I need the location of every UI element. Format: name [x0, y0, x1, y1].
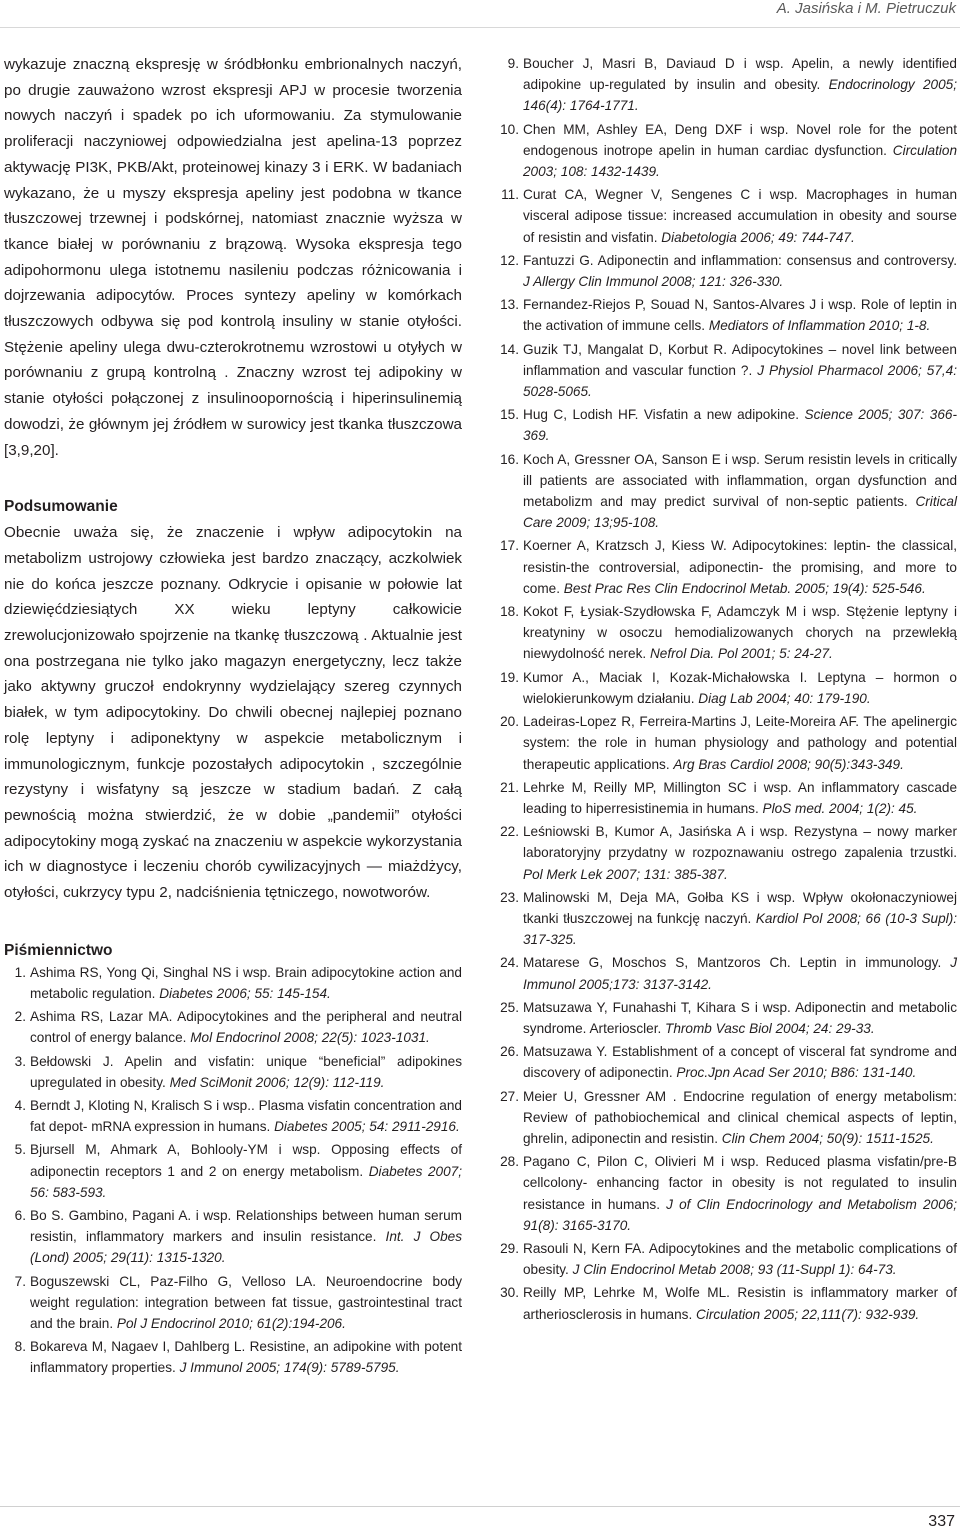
- reference-text: Ashima RS, Yong Qi, Singhal NS i wsp. Brain adipocytokine action and metabolic regulation.: [30, 964, 462, 1001]
- reference-journal: Diabetologia 2006; 49: 744-747.: [661, 229, 855, 245]
- reference-number: 13.: [500, 297, 519, 313]
- reference-journal: Proc.Jpn Acad Ser 2010; B86: 131-140.: [676, 1065, 917, 1081]
- reference-journal: Best Prac Res Clin Endocrinol Metab. 2005; 19(4): 525-546.: [563, 580, 926, 596]
- reference-number: 28.: [500, 1154, 519, 1170]
- reference-journal: Science 2005; 307: 366-369.: [523, 407, 958, 444]
- reference-number: 30.: [500, 1285, 519, 1301]
- reference-journal: Thromb Vasc Biol 2004; 24: 29-33.: [665, 1020, 875, 1036]
- reference-number: 2.: [14, 1009, 26, 1025]
- reference-number: 26.: [500, 1044, 519, 1060]
- reference-journal: Endocrinology 2005; 146(4): 1764-1771.: [523, 77, 957, 114]
- reference-journal: J Allergy Clin Immunol 2008; 121: 326-330.: [523, 274, 784, 290]
- reference-item: [497, 53, 957, 117]
- reference-item: [497, 777, 957, 819]
- reference-list-right: [497, 53, 957, 1325]
- summary-paragraph: Obecnie uważa się, że znaczenie i wpływ adipocytokin na metabolizm ustrojowy człowieka jest bardzo znaczący, aczkolwiek nie do końca jeszcze poznany. Odkrycie i opisanie w połowie lat dziewięćdziesiątych XX wieku leptyny całkowicie zrewolucjonizowało spojrzenie na tkankę tłuszczową . Aktualnie jest ona postrzegana nie tylko jako magazyn energetyczny, lecz także jako aktywny gruczoł endokrynny wydzielający szereg czynnych białek, w tym adipocytokiny. Do chwili obecnej najlepiej poznano rolę leptyny i adiponektyny w aspekcie metabolicznym i immunologicznym, funkcje pozostałych adipocytokin , szczególnie rezystyny i wisfatyny są jeszcze w stadium badań. Z całą pewnością można stwierdzić, że w dobie „pandemii” otyłości adipocytokiny mogą zyskać na znaczeniu w aspekcie wykorzystania ich w diagnostyce i leczeniu chorób cywilizacyjnych — miażdżycy, otyłości, cukrzycy typu 2, nadciśnienia tętniczego, nowotworów.: [4, 524, 462, 902]
- reference-text: Matsuzawa Y, Funahashi T, Kihara S i wsp. Adiponectin and metabolic syndrome. Arterioscler.: [523, 999, 957, 1036]
- reference-text: Matarese G, Moschos S, Mantzoros Ch. Leptin in immunology.: [523, 955, 951, 971]
- reference-number: 6.: [14, 1208, 26, 1224]
- header-bar: [0, 0, 960, 28]
- reference-number: 21.: [500, 779, 519, 795]
- reference-journal: Kardiol Pol 2008; 66 (10-3 Supl): 317-325.: [523, 910, 958, 948]
- page-number: 337: [928, 1513, 955, 1530]
- summary-heading: Podsumowanie: [4, 498, 118, 516]
- footer-rule: [0, 1506, 960, 1507]
- reference-number: 24.: [500, 955, 519, 971]
- reference-journal: J Clin Endocrinol Metab 2008; 93 (11-Suppl 1): 64-73.: [572, 1262, 897, 1278]
- reference-item: [4, 1205, 462, 1269]
- reference-item: [497, 1282, 957, 1324]
- reference-number: 10.: [500, 121, 519, 137]
- reference-text: Kokot F, Łysiak-Szydłowska F, Adamczyk M i wsp. Stężenie leptyny i kreatyniny w osoczu hemodializowanych chorych na przewlekłą niewydolność nerek.: [523, 604, 957, 662]
- reference-text: Hug C, Lodish HF. Visfatin a new adipokine.: [523, 407, 805, 423]
- reference-text: Boucher J, Masri B, Daviaud D i wsp. Apelin, a newly identified adipokine up-regulated by insulin and obesity.: [523, 56, 957, 93]
- reference-item: [4, 1271, 462, 1335]
- reference-text: Pagano C, Pilon C, Olivieri M i wsp. Reduced plasma visfatin/pre-B cellcolony- enhancing factor in obesity is not regulated to insulin resistance in humans.: [523, 1154, 957, 1212]
- reference-list-left: [4, 962, 462, 1379]
- references-heading: Piśmiennictwo: [4, 941, 113, 959]
- reference-number: 29.: [500, 1240, 519, 1256]
- reference-number: 25.: [500, 999, 519, 1015]
- body-paragraph: wykazuje znaczną ekspresję w śródbłonku embrionalnych naczyń, po drugie zauważono wzrost ekspresji APJ w procesie tworzenia nowych naczyń i spadek po ich uformowaniu. Za stymulowanie proliferacji naczyniowej odpowiedzialna jest apelina-13 poprzez aktywację PI3K, PKB/Akt, proteinowej kinazy 3 i ERK. W badaniach wykazano, że u myszy ekspresja apeliny jest podobna w tkance tłuszczowej trzewnej i podskórnej, natomiast znacznie wyższa w tkance białej w porównaniu z brązową. Wysoka ekspresja tego adipohormonu ulega istotnemu nasileniu podczas różnicowania i dojrzewania adipocytów. Proces syntezy apeliny w komórkach tłuszczowych odbywa się pod kontrolą insuliny w stanie otyłości. Stężenie apeliny ulega dwu-czterokrotnemu wzrostowi u otyłych w porównaniu z grupą kontrolną . Znaczny wzrost tej adipokiny w stanie otyłości połączonej z insulinoopornością i hiperinsulinemią dowodzi, że głównym jej źródłem w surowicy jest tkanka tłuszczowa [3,9,20].: [4, 56, 462, 459]
- reference-item: [497, 1151, 957, 1236]
- reference-number: 1.: [14, 964, 26, 980]
- reference-journal: PloS med. 2004; 1(2): 45.: [762, 800, 918, 816]
- reference-item: [497, 1238, 957, 1280]
- reference-journal: Pol J Endocrinol 2010; 61(2):194-206.: [116, 1316, 346, 1332]
- reference-text: Boguszewski CL, Paz-Filho G, Velloso LA. Neuroendocrine body weight regulation: integration between fat tissue, gastrointestinal tract and the brain.: [30, 1273, 462, 1332]
- reference-journal: Mediators of Inflammation 2010; 1-8.: [708, 318, 931, 334]
- reference-number: 18.: [500, 604, 519, 620]
- reference-text: Matsuzawa Y. Establishment of a concept of visceral fat syndrome and discovery of adiponectin.: [523, 1044, 957, 1081]
- reference-text: Koerner A, Kratzsch J, Kiess W. Adipocytokines: leptin- the classical, resistin-the controversial, adiponectin- the promising, and more to come.: [523, 538, 957, 596]
- reference-journal: Critical Care 2009; 13;95-108.: [523, 494, 957, 531]
- reference-journal: J Immunol 2005;173: 3137-3142.: [523, 955, 957, 992]
- reference-number: 3.: [14, 1053, 26, 1069]
- reference-text: Lehrke M, Reilly MP, Millington SC i wsp. An inflammatory cascade leading to hiperresistinemia in humans.: [523, 779, 957, 816]
- reference-text: Ashima RS, Lazar MA. Adipocytokines and the peripheral and neutral control of energy balance.: [30, 1009, 462, 1046]
- reference-number: 17.: [500, 538, 519, 554]
- reference-item: [497, 667, 957, 709]
- reference-journal: Diabetes 2005; 54: 2911-2916.: [274, 1119, 460, 1135]
- reference-text: Bełdowski J. Apelin and visfatin: unique “beneficial” adipokines upregulated in obesity.: [30, 1053, 462, 1090]
- reference-journal: Med SciMonit 2006; 12(9): 112-119.: [169, 1074, 385, 1090]
- reference-number: 9.: [507, 56, 519, 71]
- left-column: [4, 52, 462, 1381]
- reference-item: [497, 1041, 957, 1083]
- reference-number: 5.: [14, 1142, 26, 1158]
- reference-item: [497, 294, 957, 336]
- reference-text: Leśniowski B, Kumor A, Jasińska A i wsp. Rezystyna – nowy marker laboratoryjny przydatny w rozpoznawaniu ostrego zapalenia trzustki.: [523, 824, 957, 861]
- reference-number: 23.: [500, 889, 519, 905]
- reference-text: Malinowski M, Deja MA, Gołba KS i wsp. Wpływ okołonaczyniowej tkanki tłuszczowej na funkcję naczyń.: [523, 889, 957, 926]
- reference-text: Bjursell M, Ahmark A, Bohlooly-YM i wsp. Opposing effects of adiponectin receptors 1 and 2 on energy metabolism.: [30, 1142, 462, 1179]
- reference-text: Meier U, Gressner AM . Endocrine regulation of energy metabolism: Review of pathobiochemical and clinical chemical aspects of leptin, ghrelin, adiponectin and resistin.: [523, 1088, 957, 1146]
- reference-item: [497, 821, 957, 885]
- reference-item: [497, 184, 957, 248]
- reference-item: [497, 339, 957, 403]
- reference-item: [4, 1139, 462, 1203]
- reference-text: Fernandez-Riejos P, Souad N, Santos-Alvares J i wsp. Role of leptin in the activation of immune cells.: [523, 297, 957, 334]
- reference-text: Reilly MP, Lehrke M, Wolfe ML. Resistin is inflammatory marker of artheriosclerosis in humans.: [523, 1285, 957, 1322]
- reference-number: 4.: [14, 1098, 26, 1114]
- reference-text: Koch A, Gressner OA, Sanson E i wsp. Serum resistin levels in critically ill patients are associated with inflammation, organ dysfunction and metabolizm and may predict survival of non-septic patients.: [523, 451, 957, 510]
- reference-item: [497, 449, 957, 534]
- reference-journal: Nefrol Dia. Pol 2001; 5: 24-27.: [649, 646, 833, 662]
- reference-item: [4, 1336, 462, 1378]
- reference-number: 22.: [500, 824, 519, 840]
- reference-number: 8.: [14, 1339, 26, 1355]
- reference-number: 15.: [500, 407, 519, 423]
- reference-item: [497, 404, 957, 446]
- reference-journal: J of Clin Endocrinology and Metabolism 2006; 91(8): 3165-3170.: [523, 1196, 957, 1233]
- reference-number: 12.: [500, 252, 519, 268]
- reference-text: Ladeiras-Lopez R, Ferreira-Martins J, Leite-Moreira AF. The apelinergic system: the role in human physiology and pathology and potential therapeutic applications.: [523, 714, 957, 772]
- reference-journal: Diabetes 2006; 55: 145-154.: [159, 986, 331, 1001]
- reference-journal: Arg Bras Cardiol 2008; 90(5):343-349.: [673, 756, 904, 772]
- reference-text: Berndt J, Kloting N, Kralisch S i wsp.. Plasma visfatin concentration and fat depot- mRNA expression in humans.: [30, 1098, 462, 1135]
- reference-text: Chen MM, Ashley EA, Deng DXF i wsp. Novel role for the potent endogenous inotrope apelin in human cardiac dysfunction.: [523, 121, 957, 158]
- running-head: A. Jasińska i M. Pietruczuk: [776, 0, 956, 17]
- reference-text: Kumor A., Maciak I, Kozak-Michałowska I. Leptyna – hormon o wielokierunkowym działaniu.: [523, 669, 957, 706]
- reference-text: Guzik TJ, Mangalat D, Korbut R. Adipocytokines – novel link between inflammation and vascular function ?.: [523, 341, 957, 378]
- reference-item: [4, 1095, 462, 1137]
- reference-item: [4, 1051, 462, 1093]
- reference-text: Rasouli N, Kern FA. Adipocytokines and the metabolic complications of obesity.: [523, 1240, 957, 1278]
- right-column: [497, 52, 957, 1327]
- reference-item: [497, 711, 957, 775]
- reference-journal: Mol Endocrinol 2008; 22(5): 1023-1031.: [190, 1030, 430, 1046]
- reference-journal: Clin Chem 2004; 50(9): 1511-1525.: [721, 1130, 934, 1146]
- reference-item: [497, 1086, 957, 1150]
- reference-text: Fantuzzi G. Adiponectin and inflammation: consensus and controversy.: [523, 252, 957, 268]
- reference-number: 14.: [500, 341, 519, 357]
- reference-journal: J Physiol Pharmacol 2006; 57,4: 5028-5065.: [523, 362, 957, 400]
- reference-journal: Int. J Obes (Lond) 2005; 29(11): 1315-1320.: [30, 1229, 463, 1266]
- reference-text: Bokareva M, Nagaev I, Dahlberg L. Resistine, an adipokine with potent inflammatory properties.: [30, 1339, 462, 1376]
- reference-item: [497, 887, 957, 951]
- reference-text: Curat CA, Wegner V, Sengenes C i wsp. Macrophages in human visceral adipose tissue: increased accumulation in obesity and sourse of resistin and visfatin.: [523, 187, 957, 245]
- reference-journal: Diabetes 2007; 56: 583-593.: [30, 1163, 462, 1200]
- reference-item: [497, 119, 957, 183]
- reference-number: 20.: [500, 714, 519, 730]
- reference-number: 19.: [500, 669, 519, 685]
- reference-item: [497, 535, 957, 599]
- reference-journal: Pol Merk Lek 2007; 131: 385-387.: [523, 866, 728, 882]
- reference-number: 16.: [500, 451, 519, 467]
- reference-item: [497, 250, 957, 292]
- reference-journal: J Immunol 2005; 174(9): 5789-5795.: [179, 1360, 400, 1376]
- reference-journal: Diag Lab 2004; 40: 179-190.: [698, 690, 871, 706]
- reference-item: [497, 952, 957, 994]
- reference-item: [4, 1006, 462, 1048]
- reference-item: [497, 601, 957, 665]
- reference-number: 11.: [501, 187, 519, 203]
- reference-number: 7.: [14, 1273, 26, 1289]
- reference-journal: Circulation 2005; 22,111(7): 932-939.: [696, 1306, 920, 1322]
- reference-journal: Circulation 2003; 108: 1432-1439.: [523, 142, 957, 180]
- reference-item: [4, 962, 462, 1004]
- reference-text: Bo S. Gambino, Pagani A. i wsp. Relationships between human serum resistin, inflammatory markers and insulin resistance.: [30, 1208, 462, 1245]
- reference-item: [497, 997, 957, 1039]
- reference-number: 27.: [500, 1088, 519, 1104]
